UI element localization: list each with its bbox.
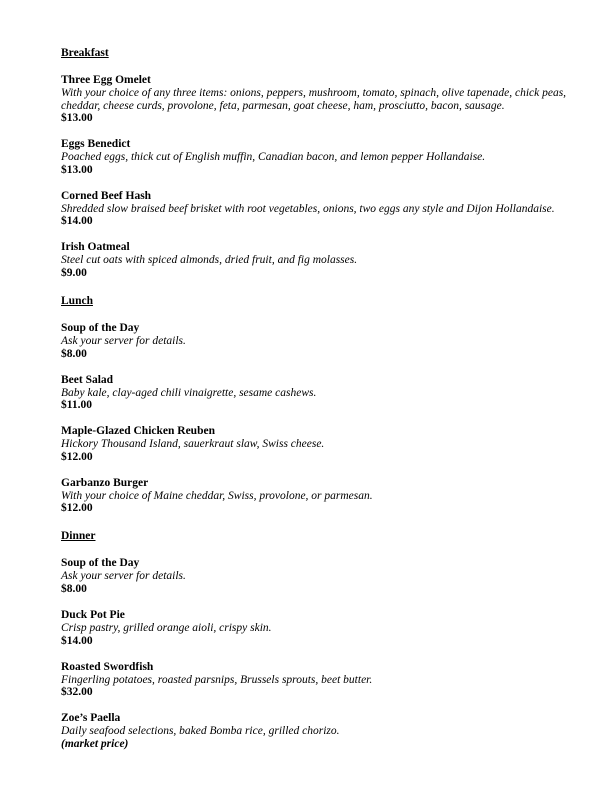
item-price: $14.00: [61, 215, 93, 228]
menu-item: [61, 374, 591, 413]
menu-item: [61, 609, 591, 648]
item-price: $12.00: [61, 502, 93, 515]
menu-item: [61, 477, 591, 516]
item-description: Crisp pastry, grilled orange aioli, crispy skin.: [61, 621, 272, 634]
section-heading: Dinner: [61, 530, 96, 543]
item-price: $13.00: [61, 112, 93, 125]
item-description: Shredded slow braised beef brisket with root vegetables, onions, two eggs any style and Dijon Hollandaise.: [61, 202, 555, 215]
menu-item: [61, 138, 591, 177]
section-heading: Lunch: [61, 294, 93, 307]
item-name: Corned Beef Hash: [61, 189, 152, 202]
item-description: Steel cut oats with spiced almonds, dried fruit, and fig molasses.: [61, 254, 358, 267]
item-name: Duck Pot Pie: [61, 608, 125, 621]
item-price: $11.00: [61, 399, 92, 412]
item-price: $8.00: [61, 582, 87, 595]
section-breakfast: [61, 46, 591, 280]
item-price: $12.00: [61, 450, 93, 463]
item-name: Maple-Glazed Chicken Reuben: [61, 425, 215, 438]
item-price: $13.00: [61, 163, 93, 176]
item-description: With your choice of any three items: onions, peppers, mushroom, tomato, spinach, olive tapenade, chick peas, cheddar, cheese curds, provolone, feta, parmesan, goat cheese, ham, prosciutto, bacon, sausage.: [61, 87, 567, 112]
menu-item: [61, 322, 591, 361]
menu-item: [61, 557, 591, 596]
item-name: Eggs Benedict: [61, 138, 131, 151]
item-description: Fingerling potatoes, roasted parsnips, Brussels sprouts, beet butter.: [61, 673, 373, 686]
item-name: Beet Salad: [61, 373, 114, 386]
section-items: [61, 74, 591, 280]
menu-item: [61, 241, 591, 280]
item-price: $8.00: [61, 347, 87, 360]
item-name: Zoe’s Paella: [61, 712, 121, 725]
item-description: Poached eggs, thick cut of English muffin, Canadian bacon, and lemon pepper Hollandaise.: [61, 151, 486, 164]
menu-item: [61, 74, 591, 125]
item-name: Roasted Swordfish: [61, 660, 154, 673]
item-description: Ask your server for details.: [61, 334, 186, 347]
item-price: $14.00: [61, 634, 93, 647]
item-description: Ask your server for details.: [61, 570, 186, 583]
menu-item: [61, 425, 591, 464]
item-description: Daily seafood selections, baked Bomba rice, grilled chorizo.: [61, 725, 340, 738]
section-dinner: [61, 529, 591, 750]
menu-item: [61, 712, 591, 751]
menu-document: [61, 46, 591, 751]
item-price: $32.00: [61, 686, 93, 699]
item-name: Garbanzo Burger: [61, 476, 149, 489]
section-items: [61, 322, 591, 515]
item-price: (market price): [61, 737, 129, 750]
item-description: With your choice of Maine cheddar, Swiss, provolone, or parmesan.: [61, 489, 373, 502]
section-items: [61, 557, 591, 750]
item-description: Hickory Thousand Island, sauerkraut slaw, Swiss cheese.: [61, 438, 325, 451]
item-price: $9.00: [61, 266, 87, 279]
item-description: Baby kale, clay-aged chili vinaigrette, sesame cashews.: [61, 386, 317, 399]
item-name: Three Egg Omelet: [61, 74, 151, 86]
menu-item: [61, 190, 591, 229]
menu-item: [61, 661, 591, 700]
item-name: Soup of the Day: [61, 557, 140, 570]
item-name: Irish Oatmeal: [61, 241, 130, 254]
section-heading: Breakfast: [61, 47, 109, 59]
item-name: Soup of the Day: [61, 321, 140, 334]
section-lunch: [61, 294, 591, 515]
